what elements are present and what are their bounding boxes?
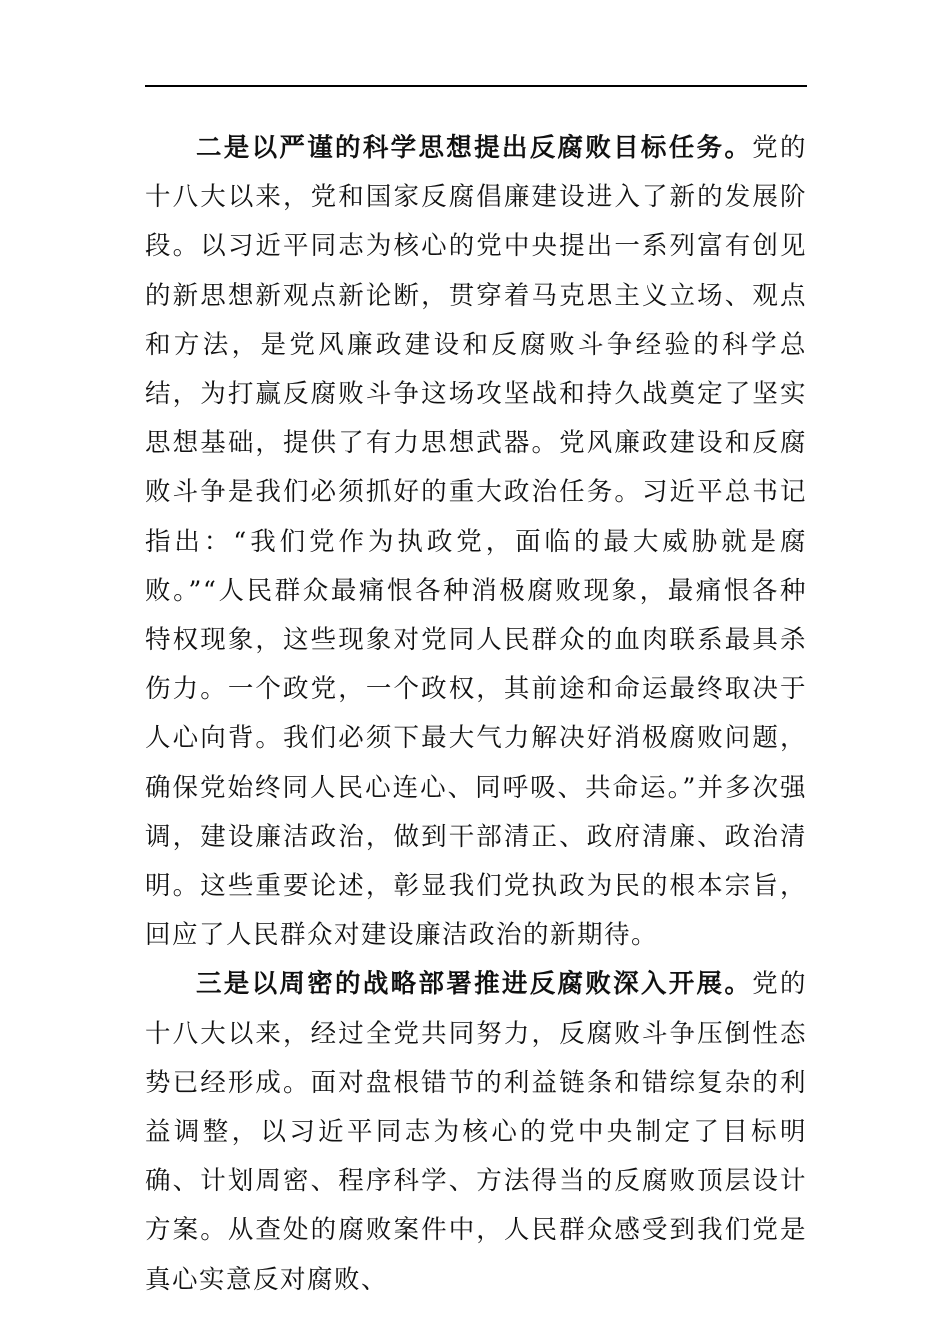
paragraph-3: [145, 960, 807, 1304]
document-body: [145, 124, 807, 1305]
paragraph-text: 党的十八大以来，经过全党共同努力，反腐败斗争压倒性态势已经形成。面对盘根错节的利益链条和错综复杂的利益调整，以习近平同志为核心的党中央制定了目标明确、计划周密、程序科学、方法得当的反腐败顶层设计方案。从查处的腐败案件中，人民群众感受到我们党是真心实意反对腐败、: [145, 969, 807, 1295]
paragraph-lead: 三是以周密的战略部署推进反腐败深入开展。: [196, 969, 753, 1000]
header-rule: [145, 85, 807, 87]
paragraph-lead: 二是以严谨的科学思想提出反腐败目标任务。: [196, 133, 753, 163]
paragraph-2: [145, 124, 807, 960]
paragraph-text: 党的十八大以来，党和国家反腐倡廉建设进入了新的发展阶段。以习近平同志为核心的党中央提出一系列富有创见的新思想新观点新论断，贯穿着马克思主义立场、观点和方法，是党风廉政建设和反腐败斗争经验的科学总结，为打赢反腐败斗争这场攻坚战和持久战奠定了坚实思想基础，提供了有力思想武器。党风廉政建设和反腐败斗争是我们必须抓好的重大政治任务。习近平总书记指出：“我们党作为执政党，面临的最大威胁就是腐败。”“人民群众最痛恨各种消极腐败现象，最痛恨各种特权现象，这些现象对党同人民群众的血肉联系最具杀伤力。一个政党，一个政权，其前途和命运最终取决于人心向背。我们必须下最大气力解决好消极腐败问题，确保党始终同人民心连心、同呼吸、共命运。”并多次强调，建设廉洁政治，做到干部清正、政府清廉、政治清明。这些重要论述，彰显我们党执政为民的根本宗旨，回应了人民群众对建设廉洁政治的新期待。: [145, 133, 807, 951]
